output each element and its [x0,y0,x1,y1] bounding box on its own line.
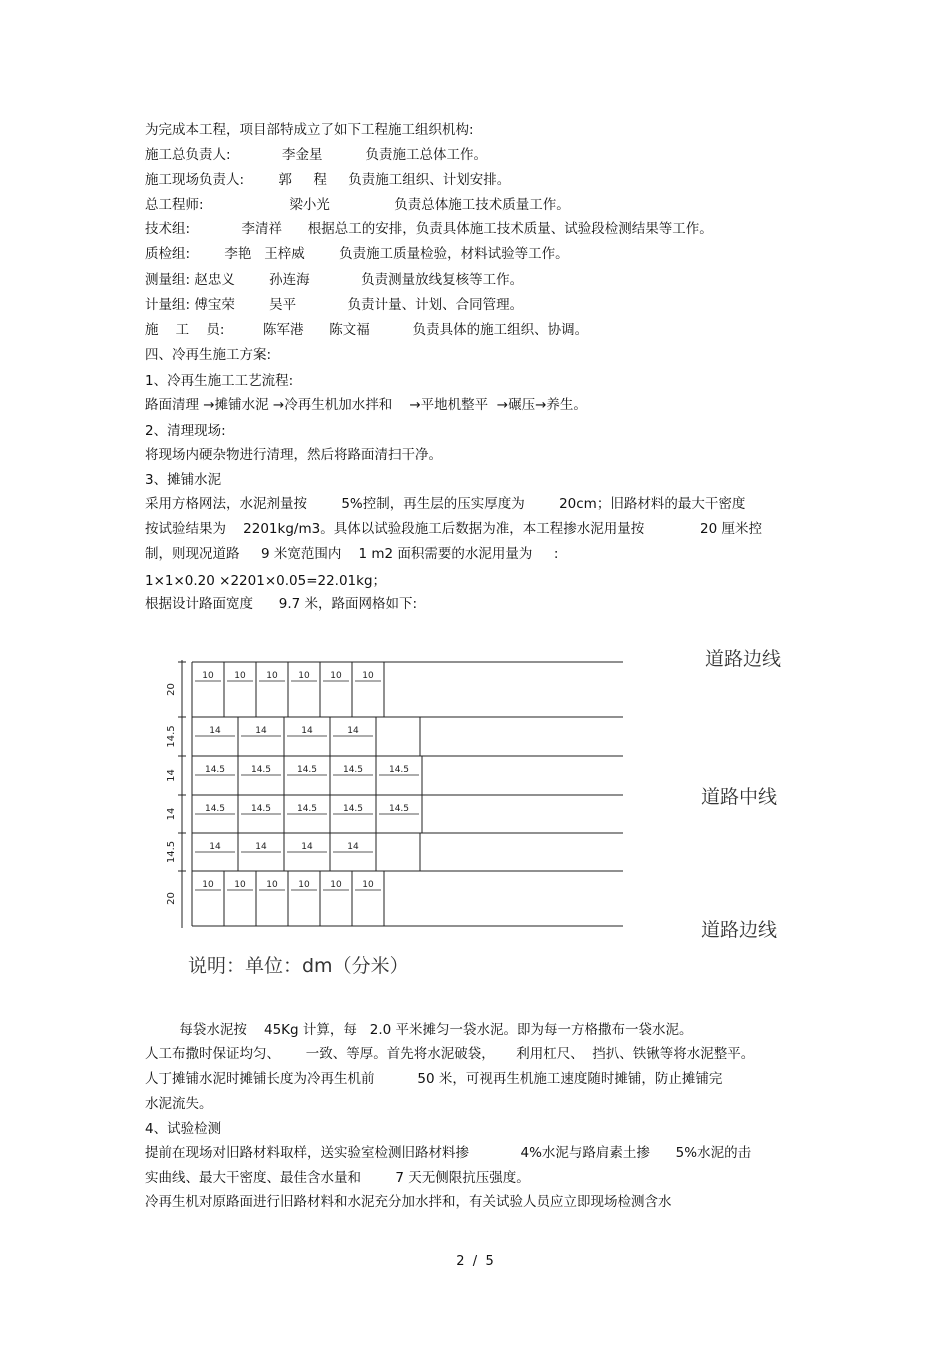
cell-width-label: 14.5 [342,804,364,814]
text-line: 实曲线、最大干密度、最佳含水量和 7 天无侧限抗压强度。 [145,1170,530,1186]
row-height-label: 14 [166,769,177,782]
section-heading: 四、冷再生施工方案: [145,347,272,363]
text-line: 冷再生机对原路面进行旧路材料和水泥充分加水拌和，有关试验人员应立即现场检测含水 [145,1194,672,1210]
text-line: 人丁摊铺水泥时摊铺长度为冷再生机前 50 米，可视再生机施工速度随时摊铺，防止摊铺完 [145,1071,723,1087]
row-height-label: 14 [166,807,177,821]
road-edge-label-bottom: 道路边线 [701,919,778,941]
cell-width-label: 14 [301,726,313,736]
cell-width-label: 14 [255,842,267,852]
unit-note: 说明：单位：dm（分米） [188,955,409,977]
cell-width-label: 10 [266,671,278,681]
subsection-heading: 4、试验检测 [145,1121,222,1137]
text-line: 根据设计路面宽度 9.7 米，路面网格如下: [145,596,418,612]
cell-width-label: 14 [255,726,267,736]
subsection-heading: 2、清理现场: [145,423,226,439]
road-centerline-label: 道路中线 [701,786,778,808]
cell-width-label: 14 [301,842,313,852]
cell-width-label: 14 [209,842,221,852]
text-line: 采用方格网法，水泥剂量按 5%控制，再生层的压实厚度为 20cm；旧路材料的最大干密度 [145,496,746,512]
cell-width-label: 10 [202,880,214,890]
text-line: 制，则现况道路 9 米宽范围内 1 m2 面积需要的水泥用量为 : [145,546,559,562]
cell-width-label: 14.5 [204,804,226,814]
page-number: 2 / 5 [456,1254,494,1269]
text-line: 人工布撒时保证均匀、 一致、等厚。首先将水泥破袋， 利用杠尺、 挡扒、铁锹等将水泥整平。 [145,1046,755,1062]
row-height-label: 20 [166,892,177,905]
cell-width-label: 10 [330,671,342,681]
text-line: 总工程师: 梁小光 负责总体施工技术质量工作。 [145,197,570,213]
text-line: 施工现场负责人: 郭 程 负责施工组织、计划安排。 [145,172,511,188]
cell-width-label: 10 [330,880,342,890]
cell-width-label: 14.5 [250,804,272,814]
text-line: 测量组: 赵忠义 孙连海 负责测量放线复核等工作。 [145,272,524,288]
text-line: 水泥流失。 [145,1096,213,1112]
cell-width-label: 10 [298,880,310,890]
cell-width-label: 10 [266,880,278,890]
formula-line: 1×1×0.20 ×2201×0.05=22.01kg； [145,573,387,589]
cell-width-label: 10 [234,671,246,681]
cell-width-label: 14.5 [296,804,318,814]
cell-width-label: 10 [362,671,374,681]
text-line: 施 工 员: 陈军港 陈文福 负责具体的施工组织、协调。 [145,322,589,338]
text-line: 提前在现场对旧路材料取样，送实验室检测旧路材料掺 4%水泥与路肩素土掺 5%水泥的击 [145,1145,752,1161]
text-line: 将现场内硬杂物进行清理，然后将路面清扫干净。 [145,447,442,463]
cell-width-label: 10 [202,671,214,681]
text-line: 质检组: 李艳 王梓威 负责施工质量检验，材料试验等工作。 [145,246,569,262]
cell-width-label: 14.5 [250,765,272,775]
row-height-label: 20 [166,683,177,696]
cell-width-label: 14.5 [388,765,410,775]
cell-width-label: 10 [234,880,246,890]
cell-width-label: 14 [347,842,359,852]
text-line: 计量组: 傅宝荣 吴平 负责计量、计划、合同管理。 [145,297,524,313]
subsection-heading: 3、摊铺水泥 [145,472,222,488]
text-line: 每袋水泥按 45Kg 计算，每 2.0 平米摊匀一袋水泥。即为每一方格撒布一袋水泥。 [145,1022,693,1038]
cell-width-label: 14.5 [388,804,410,814]
text-line: 路面清理 →摊铺水泥 →冷再生机加水拌和 →平地机整平 →碾压→养生。 [145,397,587,413]
row-height-label: 14.5 [166,725,177,748]
subsection-heading: 1、冷再生施工工艺流程: [145,373,294,389]
cell-width-label: 10 [298,671,310,681]
cell-width-label: 14.5 [204,765,226,775]
road-grid-svg [160,645,800,985]
row-height-label: 14.5 [166,840,177,864]
text-line: 按试验结果为 2201kg/m3。具体以试验段施工后数据为准，本工程掺水泥用量按 20 厘米控 [145,521,762,537]
text-line: 施工总负责人: 李金星 负责施工总体工作。 [145,147,487,163]
road-grid-diagram [160,645,800,985]
cell-width-label: 14.5 [342,765,364,775]
cell-width-label: 14 [209,726,221,736]
cell-width-label: 14.5 [296,765,318,775]
cell-width-label: 10 [362,880,374,890]
road-edge-label-top: 道路边线 [705,648,782,670]
text-line: 技术组: 李清祥 根据总工的安排，负责具体施工技术质量、试验段检测结果等工作。 [145,221,713,237]
text-line: 为完成本工程，项目部特成立了如下工程施工组织机构: [145,122,474,138]
cell-width-label: 14 [347,726,359,736]
